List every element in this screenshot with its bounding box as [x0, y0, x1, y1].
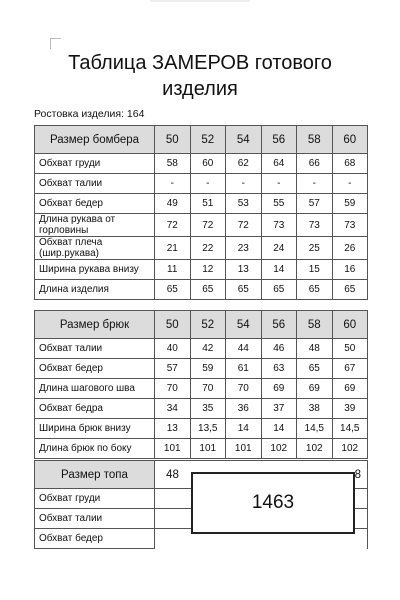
- table-row: [35, 359, 368, 379]
- cell-value: 50: [332, 339, 368, 359]
- cell-value: 69: [261, 379, 297, 399]
- cell-value: 70: [155, 379, 191, 399]
- row-label: Обхват плеча (шир.рукава): [35, 237, 155, 260]
- cell-value: 13: [226, 260, 262, 280]
- cell-value: 26: [332, 237, 368, 260]
- cell-value: 16: [332, 260, 368, 280]
- header-cell: 54: [226, 126, 262, 154]
- header-cell: 56: [261, 311, 297, 339]
- cell-value: 101: [226, 439, 262, 459]
- cell-value: 65: [261, 280, 297, 300]
- table-row: [35, 280, 368, 300]
- cell-value: 46: [261, 339, 297, 359]
- cell-value: 14: [226, 419, 262, 439]
- cell-value: 21: [155, 237, 191, 260]
- cell-value: 67: [332, 359, 368, 379]
- row-label: Обхват талии: [35, 509, 155, 529]
- table-row: [35, 379, 368, 399]
- cell-value: 14,5: [297, 419, 333, 439]
- cell-value: 73: [332, 214, 368, 237]
- cell-value: -: [297, 174, 333, 194]
- row-label: Обхват бедер: [35, 529, 155, 549]
- cell-value: 102: [297, 439, 333, 459]
- header-cell: Размер брюк: [35, 311, 155, 339]
- cell-value: 65: [155, 280, 191, 300]
- page-title: [40, 50, 360, 102]
- cell-value: 11: [155, 260, 191, 280]
- cell-value: 73: [261, 214, 297, 237]
- cell-value: 65: [190, 280, 226, 300]
- cell-value: -: [155, 174, 191, 194]
- header-cell: 50: [155, 126, 191, 154]
- row-label: Длина рукава от горловины: [35, 214, 155, 237]
- cell-value: 55: [261, 194, 297, 214]
- row-label: Обхват бедер: [35, 194, 155, 214]
- cell-value: 14,5: [332, 419, 368, 439]
- cell-value: 70: [226, 379, 262, 399]
- cell-value: 64: [261, 154, 297, 174]
- cell-value: 60: [190, 154, 226, 174]
- cell-value: 14: [261, 419, 297, 439]
- row-label: Обхват груди: [35, 154, 155, 174]
- cell-value: 37: [261, 399, 297, 419]
- header-cell: 48: [155, 461, 191, 489]
- header-cell: 54: [226, 311, 262, 339]
- height-note: Ростовка изделия: 164: [34, 108, 145, 120]
- table-row: [35, 439, 368, 459]
- header-cell: 50: [155, 311, 191, 339]
- cell-value: 61: [226, 359, 262, 379]
- title-line-2: изделия: [162, 78, 238, 100]
- header-cell: 52: [190, 126, 226, 154]
- cell-value: 24: [261, 237, 297, 260]
- table-row: [35, 419, 368, 439]
- cell-value: 72: [190, 214, 226, 237]
- cell-value: 69: [332, 379, 368, 399]
- cell-value: 57: [155, 359, 191, 379]
- cell-value: 102: [332, 439, 368, 459]
- table-row: [35, 260, 368, 280]
- cell-value: -: [261, 174, 297, 194]
- cell-value: 35: [190, 399, 226, 419]
- cell-value: 53: [226, 194, 262, 214]
- row-label: Длина изделия: [35, 280, 155, 300]
- header-cell: 60: [332, 311, 368, 339]
- cell-value: [155, 489, 191, 509]
- header-cell: 60: [332, 126, 368, 154]
- table-row: [35, 174, 368, 194]
- table-header-row: [35, 311, 368, 339]
- cell-value: 34: [155, 399, 191, 419]
- cell-value: -: [190, 174, 226, 194]
- cell-value: 15: [297, 260, 333, 280]
- title-line-1: Таблица ЗАМЕРОВ готового: [68, 52, 332, 74]
- cell-value: 101: [155, 439, 191, 459]
- cell-value: 44: [226, 339, 262, 359]
- cell-value: 66: [297, 154, 333, 174]
- cell-value: 12: [190, 260, 226, 280]
- table-header-row: [35, 126, 368, 154]
- cell-value: -: [226, 174, 262, 194]
- cell-value: 48: [297, 339, 333, 359]
- header-cell: Размер бомбера: [35, 126, 155, 154]
- cell-value: [155, 509, 191, 529]
- row-label: Длина брюк по боку: [35, 439, 155, 459]
- cell-value: 25: [297, 237, 333, 260]
- cell-value: 65: [297, 359, 333, 379]
- bomber-size-table: [34, 125, 368, 300]
- table-row: [35, 214, 368, 237]
- cell-value: 51: [190, 194, 226, 214]
- cell-value: 72: [155, 214, 191, 237]
- cell-value: 38: [297, 399, 333, 419]
- cell-value: 69: [297, 379, 333, 399]
- cell-value: 42: [190, 339, 226, 359]
- cell-value: 13,5: [190, 419, 226, 439]
- row-label: Обхват бедер: [35, 359, 155, 379]
- cell-value: 65: [297, 280, 333, 300]
- row-label: Обхват талии: [35, 174, 155, 194]
- cell-value: [155, 529, 191, 549]
- cell-value: 59: [332, 194, 368, 214]
- cell-value: 72: [226, 214, 262, 237]
- cell-value: 40: [155, 339, 191, 359]
- cell-value: 22: [190, 237, 226, 260]
- table-row: [35, 154, 368, 174]
- row-label: Обхват талии: [35, 339, 155, 359]
- table-row: [35, 194, 368, 214]
- cell-value: -: [332, 174, 368, 194]
- row-label: Ширина брюк внизу: [35, 419, 155, 439]
- row-label: Обхват бедра: [35, 399, 155, 419]
- cell-value: 36: [226, 399, 262, 419]
- cell-value: 57: [297, 194, 333, 214]
- cell-value: 62: [226, 154, 262, 174]
- cell-value: 70: [190, 379, 226, 399]
- cell-value: 101: [190, 439, 226, 459]
- cell-value: 49: [155, 194, 191, 214]
- header-cell: 8: [332, 461, 368, 489]
- cell-value: 58: [155, 154, 191, 174]
- cell-value: 59: [190, 359, 226, 379]
- top-edge-line: [150, 0, 250, 2]
- table-row: [35, 339, 368, 359]
- cell-value: 65: [226, 280, 262, 300]
- row-label: Обхват груди: [35, 489, 155, 509]
- header-cell: Размер топа: [35, 461, 155, 489]
- row-label: Длина шагового шва: [35, 379, 155, 399]
- header-cell: 58: [297, 311, 333, 339]
- cell-value: 65: [332, 280, 368, 300]
- cell-value: 73: [297, 214, 333, 237]
- trousers-size-table: [34, 310, 368, 459]
- cell-value: 14: [261, 260, 297, 280]
- table-row: [35, 237, 368, 260]
- row-label: Ширина рукава внизу: [35, 260, 155, 280]
- table-row: [35, 399, 368, 419]
- cell-value: 68: [332, 154, 368, 174]
- header-cell: 56: [261, 126, 297, 154]
- corner-mark: [50, 38, 61, 49]
- cell-value: 23: [226, 237, 262, 260]
- cell-value: 13: [155, 419, 191, 439]
- header-cell: 58: [297, 126, 333, 154]
- stamp-number: 1463: [191, 472, 355, 534]
- cell-value: 39: [332, 399, 368, 419]
- cell-value: 63: [261, 359, 297, 379]
- cell-value: 102: [261, 439, 297, 459]
- header-cell: 52: [190, 311, 226, 339]
